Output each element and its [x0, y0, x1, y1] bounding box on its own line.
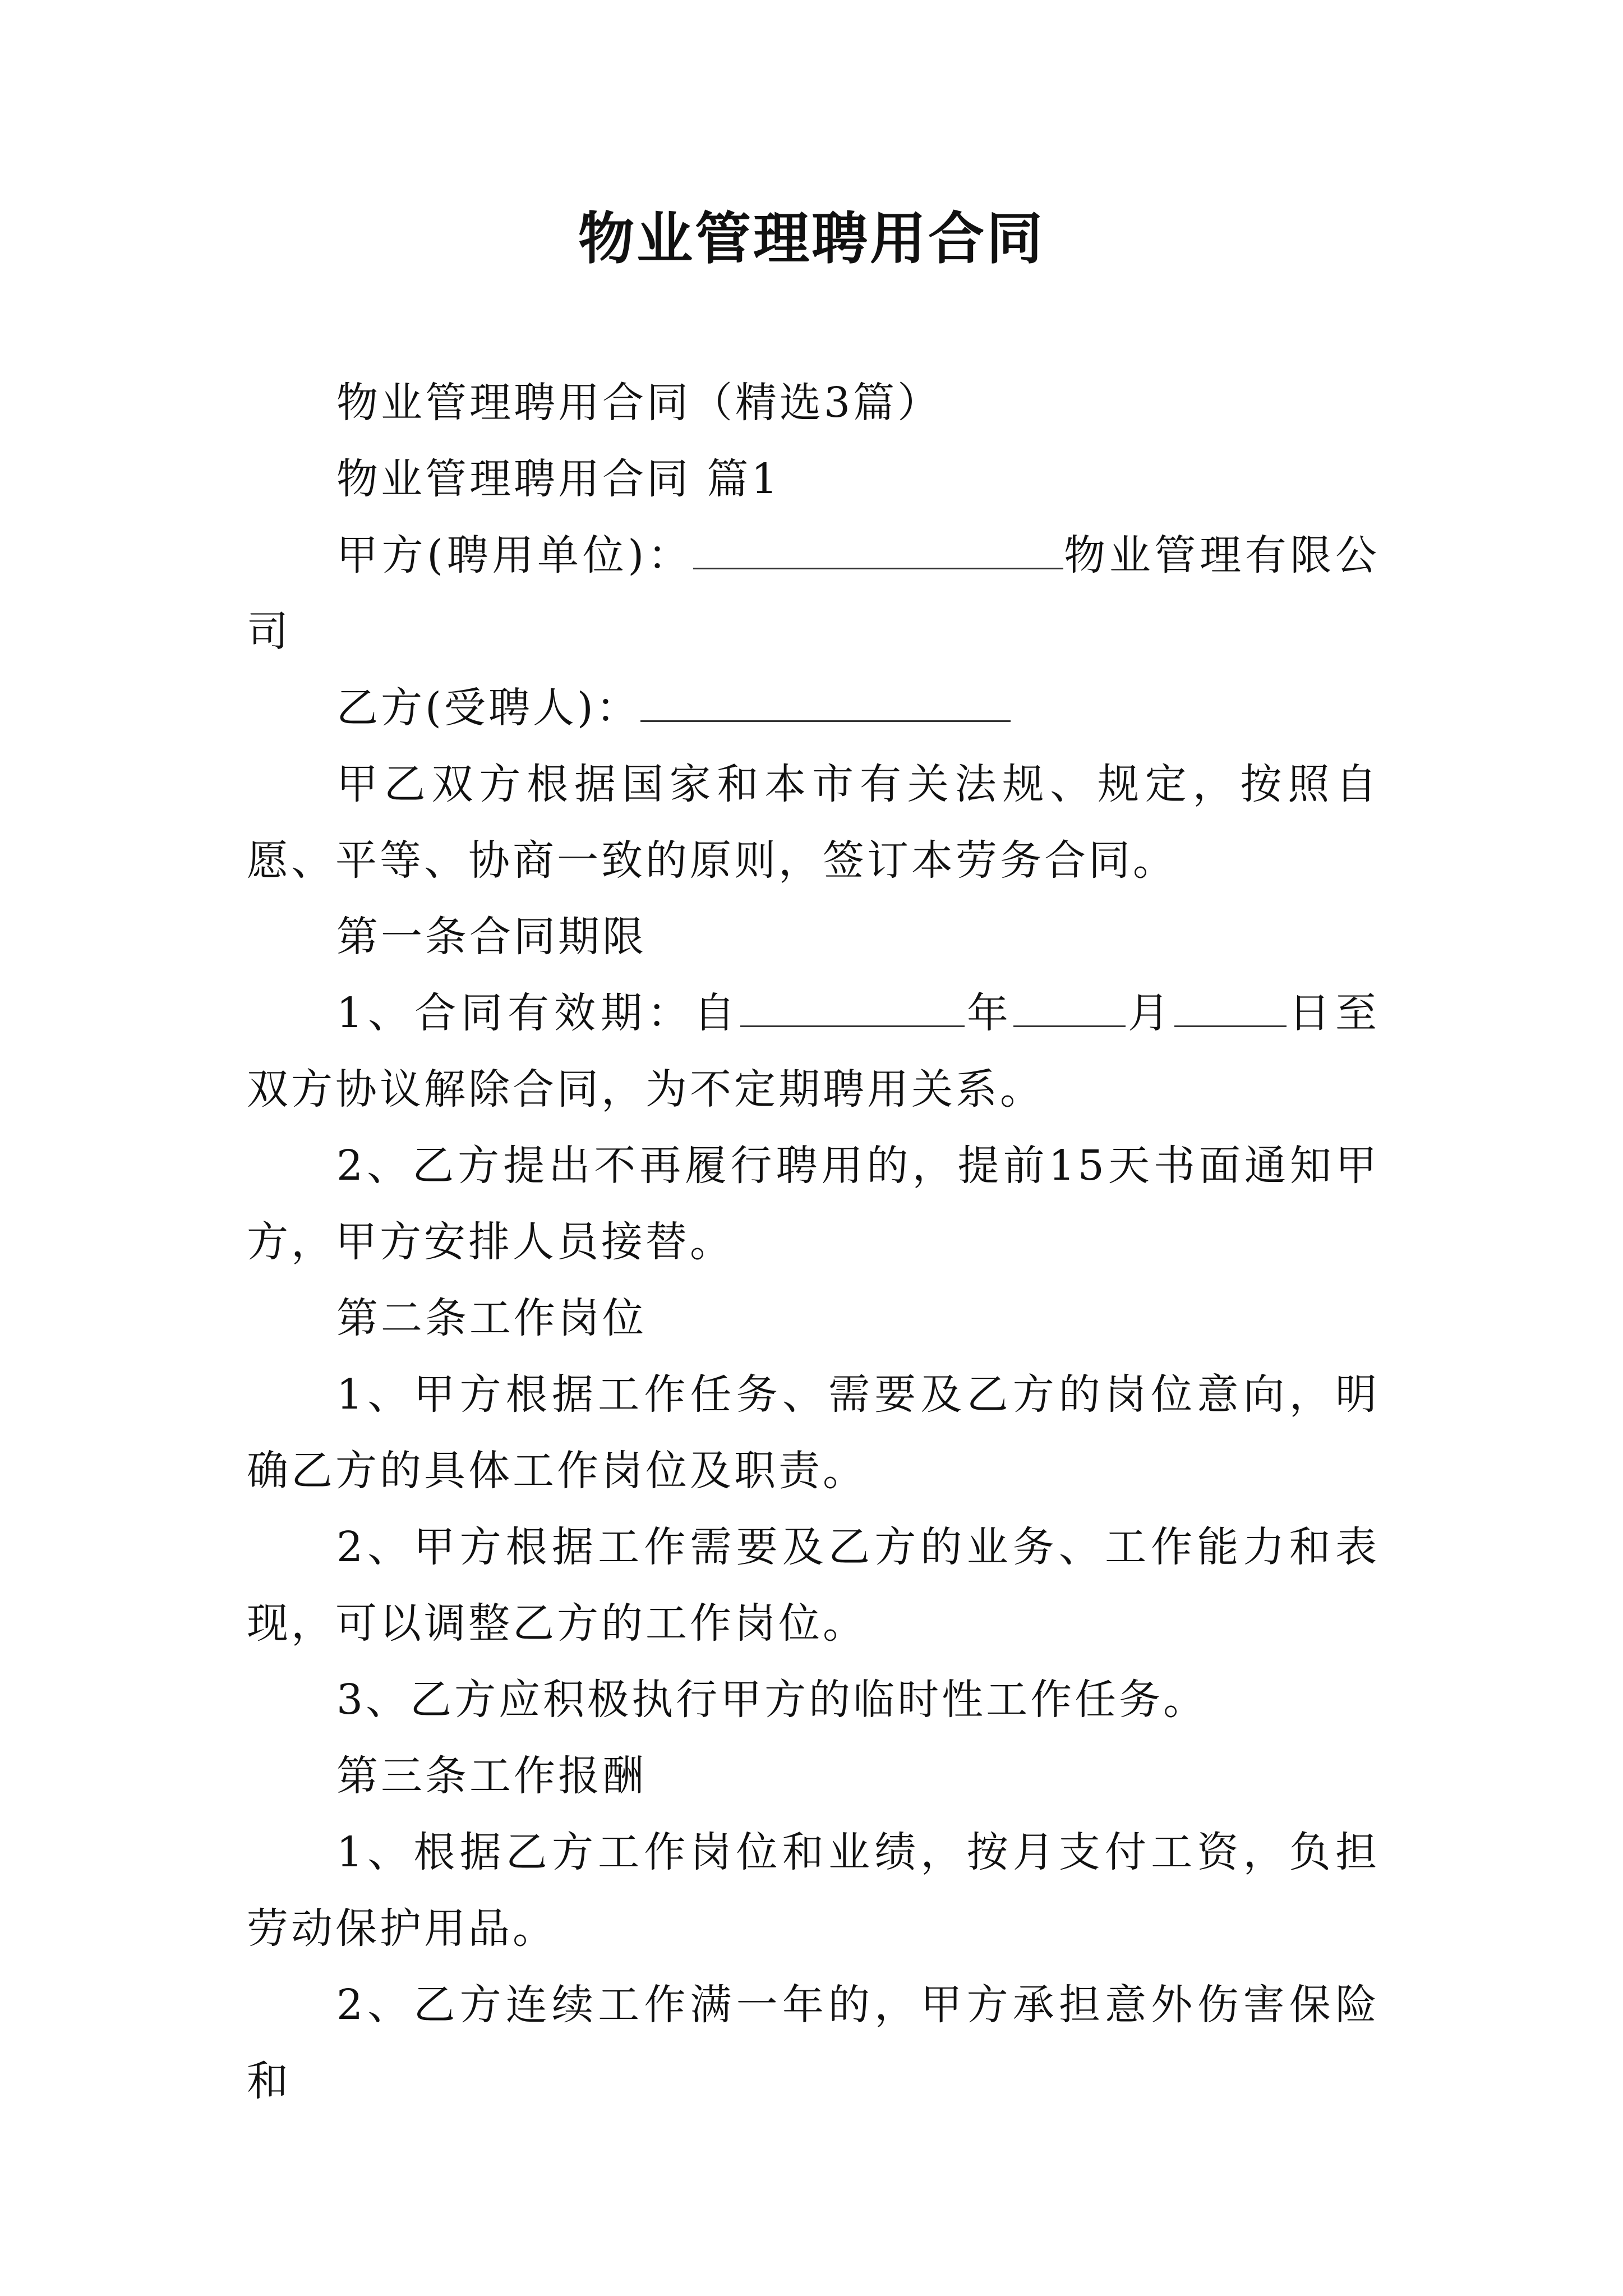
month-label: 月: [1126, 989, 1175, 1037]
party-a-suffix: 物业管理有限公司: [247, 531, 1380, 656]
party-a-name-blank: [693, 528, 1063, 569]
party-a-line: [247, 517, 1380, 670]
year-blank: [740, 986, 965, 1027]
article3-item1: 1、根据乙方工作岗位和业绩，按月支付工资，负担劳动保护用品。: [247, 1828, 1380, 1953]
document-body: [247, 365, 1380, 2119]
article2-item3: 3、乙方应积极执行甲方的临时性工作任务。: [336, 1676, 1208, 1724]
year-label: 年: [965, 989, 1014, 1037]
article1-heading: 第一条合同期限: [336, 913, 647, 961]
party-a-label: 甲方(聘用单位)：: [336, 531, 693, 579]
day-blank: [1174, 986, 1287, 1027]
month-blank: [1013, 986, 1126, 1027]
article1-item1-prefix: 1、合同有效期：自: [336, 989, 741, 1037]
article2-heading: 第二条工作岗位: [336, 1294, 647, 1342]
article3-heading: 第三条工作报酬: [336, 1752, 647, 1800]
section-heading: 物业管理聘用合同 篇1: [336, 455, 781, 503]
document-title: 物业管理聘用合同: [578, 205, 1045, 272]
document-subtitle: 物业管理聘用合同（精选3篇）: [336, 379, 942, 427]
article1-item1: [247, 975, 1380, 1128]
party-b-label: 乙方(受聘人)：: [336, 684, 640, 732]
party-b-name-blank: [640, 681, 1011, 722]
article2-item2: 2、甲方根据工作需要及乙方的业务、工作能力和表现，可以调整乙方的工作岗位。: [247, 1523, 1380, 1648]
article3-item2: 2、乙方连续工作满一年的，甲方承担意外伤害保险和: [247, 1981, 1380, 2105]
article2-item1: 1、甲方根据工作任务、需要及乙方的岗位意向，明确乙方的具体工作岗位及职责。: [247, 1370, 1380, 1495]
article1-item1-suffix: 日至双方协议解除合同，为不定期聘用关系。: [247, 989, 1380, 1114]
preamble-paragraph: 甲乙双方根据国家和本市有关法规、规定，按照自愿、平等、协商一致的原则，签订本劳务合同。: [247, 760, 1380, 885]
party-b-line: [247, 670, 1380, 746]
article1-item2: 2、乙方提出不再履行聘用的，提前15天书面通知甲方，甲方安排人员接替。: [247, 1142, 1380, 1266]
